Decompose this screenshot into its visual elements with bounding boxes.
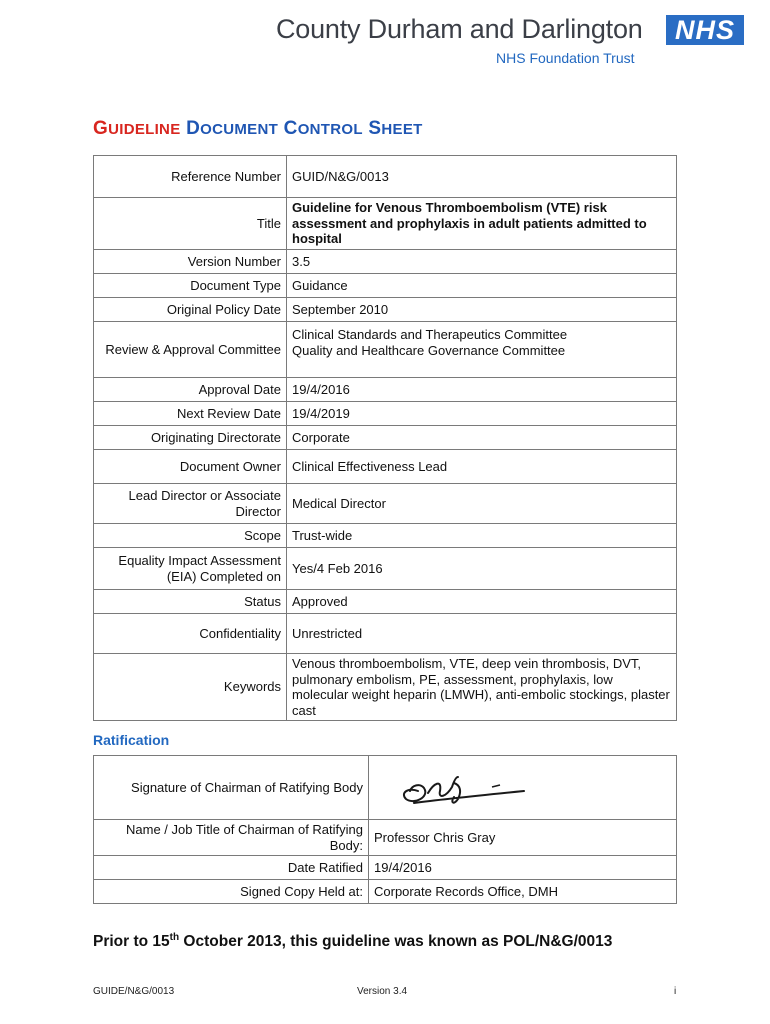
row-label: Date Ratified (94, 856, 369, 880)
row-value: Professor Chris Gray (369, 820, 677, 856)
table-row (94, 250, 677, 274)
title-rest-heet: HEET (381, 121, 423, 138)
row-value: Venous thromboembolism, VTE, deep vein thrombosis, DVT, pulmonary embolism, PE, assessment, prophylaxis, low molecular weight heparin (LMWH), anti-embolic stockings, plaster cast (287, 654, 677, 721)
table-row (94, 450, 677, 484)
row-value: 3.5 (287, 250, 677, 274)
row-value: Yes/4 Feb 2016 (287, 548, 677, 590)
row-value (287, 322, 677, 378)
table-row (94, 402, 677, 426)
row-label: Approval Date (94, 378, 287, 402)
row-label: Signed Copy Held at: (94, 880, 369, 904)
row-value: GUID/N&G/0013 (287, 156, 677, 198)
row-label: Status (94, 590, 287, 614)
document-title (93, 118, 423, 140)
table-row (94, 524, 677, 548)
table-row (94, 548, 677, 590)
row-label: Document Type (94, 274, 287, 298)
row-value: Trust-wide (287, 524, 677, 548)
title-cap-s: S (368, 118, 382, 139)
table-row (94, 426, 677, 450)
row-value: Unrestricted (287, 614, 677, 654)
row-label: Lead Director or Associate Director (94, 484, 287, 524)
table-row (94, 484, 677, 524)
title-cap-c: C (283, 118, 298, 139)
prior-note-sup: th (169, 932, 180, 943)
table-row (94, 274, 677, 298)
row-label: Keywords (94, 654, 287, 721)
table-row (94, 756, 677, 820)
control-sheet-table (93, 155, 677, 721)
table-row (94, 820, 677, 856)
row-value: Approved (287, 590, 677, 614)
row-value: Guidance (287, 274, 677, 298)
prior-note-start: Prior to 15 (93, 933, 170, 951)
signature-image (374, 761, 544, 811)
table-row (94, 156, 677, 198)
org-name: County Durham and Darlington (276, 14, 643, 44)
row-label: Version Number (94, 250, 287, 274)
committee-line-1: Clinical Standards and Therapeutics Committee (292, 327, 568, 342)
row-label: Equality Impact Assessment (EIA) Completed on (94, 548, 287, 590)
org-subtitle: NHS Foundation Trust (496, 50, 635, 66)
row-label: Originating Directorate (94, 426, 287, 450)
row-label: Title (94, 198, 287, 250)
committee-line-2: Quality and Healthcare Governance Committee (292, 342, 566, 358)
nhs-logo: NHS (666, 15, 744, 45)
table-row (94, 654, 677, 721)
table-row (94, 198, 677, 250)
ratification-heading: Ratification (93, 732, 170, 748)
signature-cell (369, 756, 677, 820)
row-value: Medical Director (287, 484, 677, 524)
row-value: 19/4/2016 (287, 378, 677, 402)
table-row (94, 614, 677, 654)
table-row (94, 298, 677, 322)
row-label: Document Owner (94, 450, 287, 484)
title-rest-ocument: OCUMENT (200, 121, 279, 138)
row-value: 19/4/2019 (287, 402, 677, 426)
table-row (94, 590, 677, 614)
row-value: Clinical Effectiveness Lead (287, 450, 677, 484)
row-label: Reference Number (94, 156, 287, 198)
table-row (94, 880, 677, 904)
prior-note-end: October 2013, this guideline was known as POL/N&G/0013 (179, 933, 613, 951)
table-row (94, 322, 677, 378)
footer-page-number: i (674, 986, 677, 997)
row-label: Next Review Date (94, 402, 287, 426)
row-value: 19/4/2016 (369, 856, 677, 880)
title-cap-d: D (186, 118, 201, 139)
row-label: Confidentiality (94, 614, 287, 654)
row-value: Corporate Records Office, DMH (369, 880, 677, 904)
table-row (94, 378, 677, 402)
row-label: Name / Job Title of Chairman of Ratifying Body: (94, 820, 369, 856)
row-label: Signature of Chairman of Ratifying Body (94, 756, 369, 820)
title-rest-ontrol: ONTROL (297, 121, 363, 138)
row-value: Guideline for Venous Thromboembolism (VTE) risk assessment and prophylaxis in adult patients admitted to hospital (287, 198, 677, 250)
table-row (94, 856, 677, 880)
title-cap-g: G (93, 118, 109, 139)
prior-name-note (93, 932, 612, 951)
footer-reference: GUIDE/N&G/0013 (93, 986, 175, 997)
row-value: Corporate (287, 426, 677, 450)
title-rest-uideline: UIDELINE (108, 121, 181, 138)
footer-version: Version 3.4 (357, 986, 408, 997)
row-label: Scope (94, 524, 287, 548)
row-value: September 2010 (287, 298, 677, 322)
row-label: Original Policy Date (94, 298, 287, 322)
row-label: Review & Approval Committee (94, 322, 287, 378)
ratification-table (93, 755, 677, 904)
